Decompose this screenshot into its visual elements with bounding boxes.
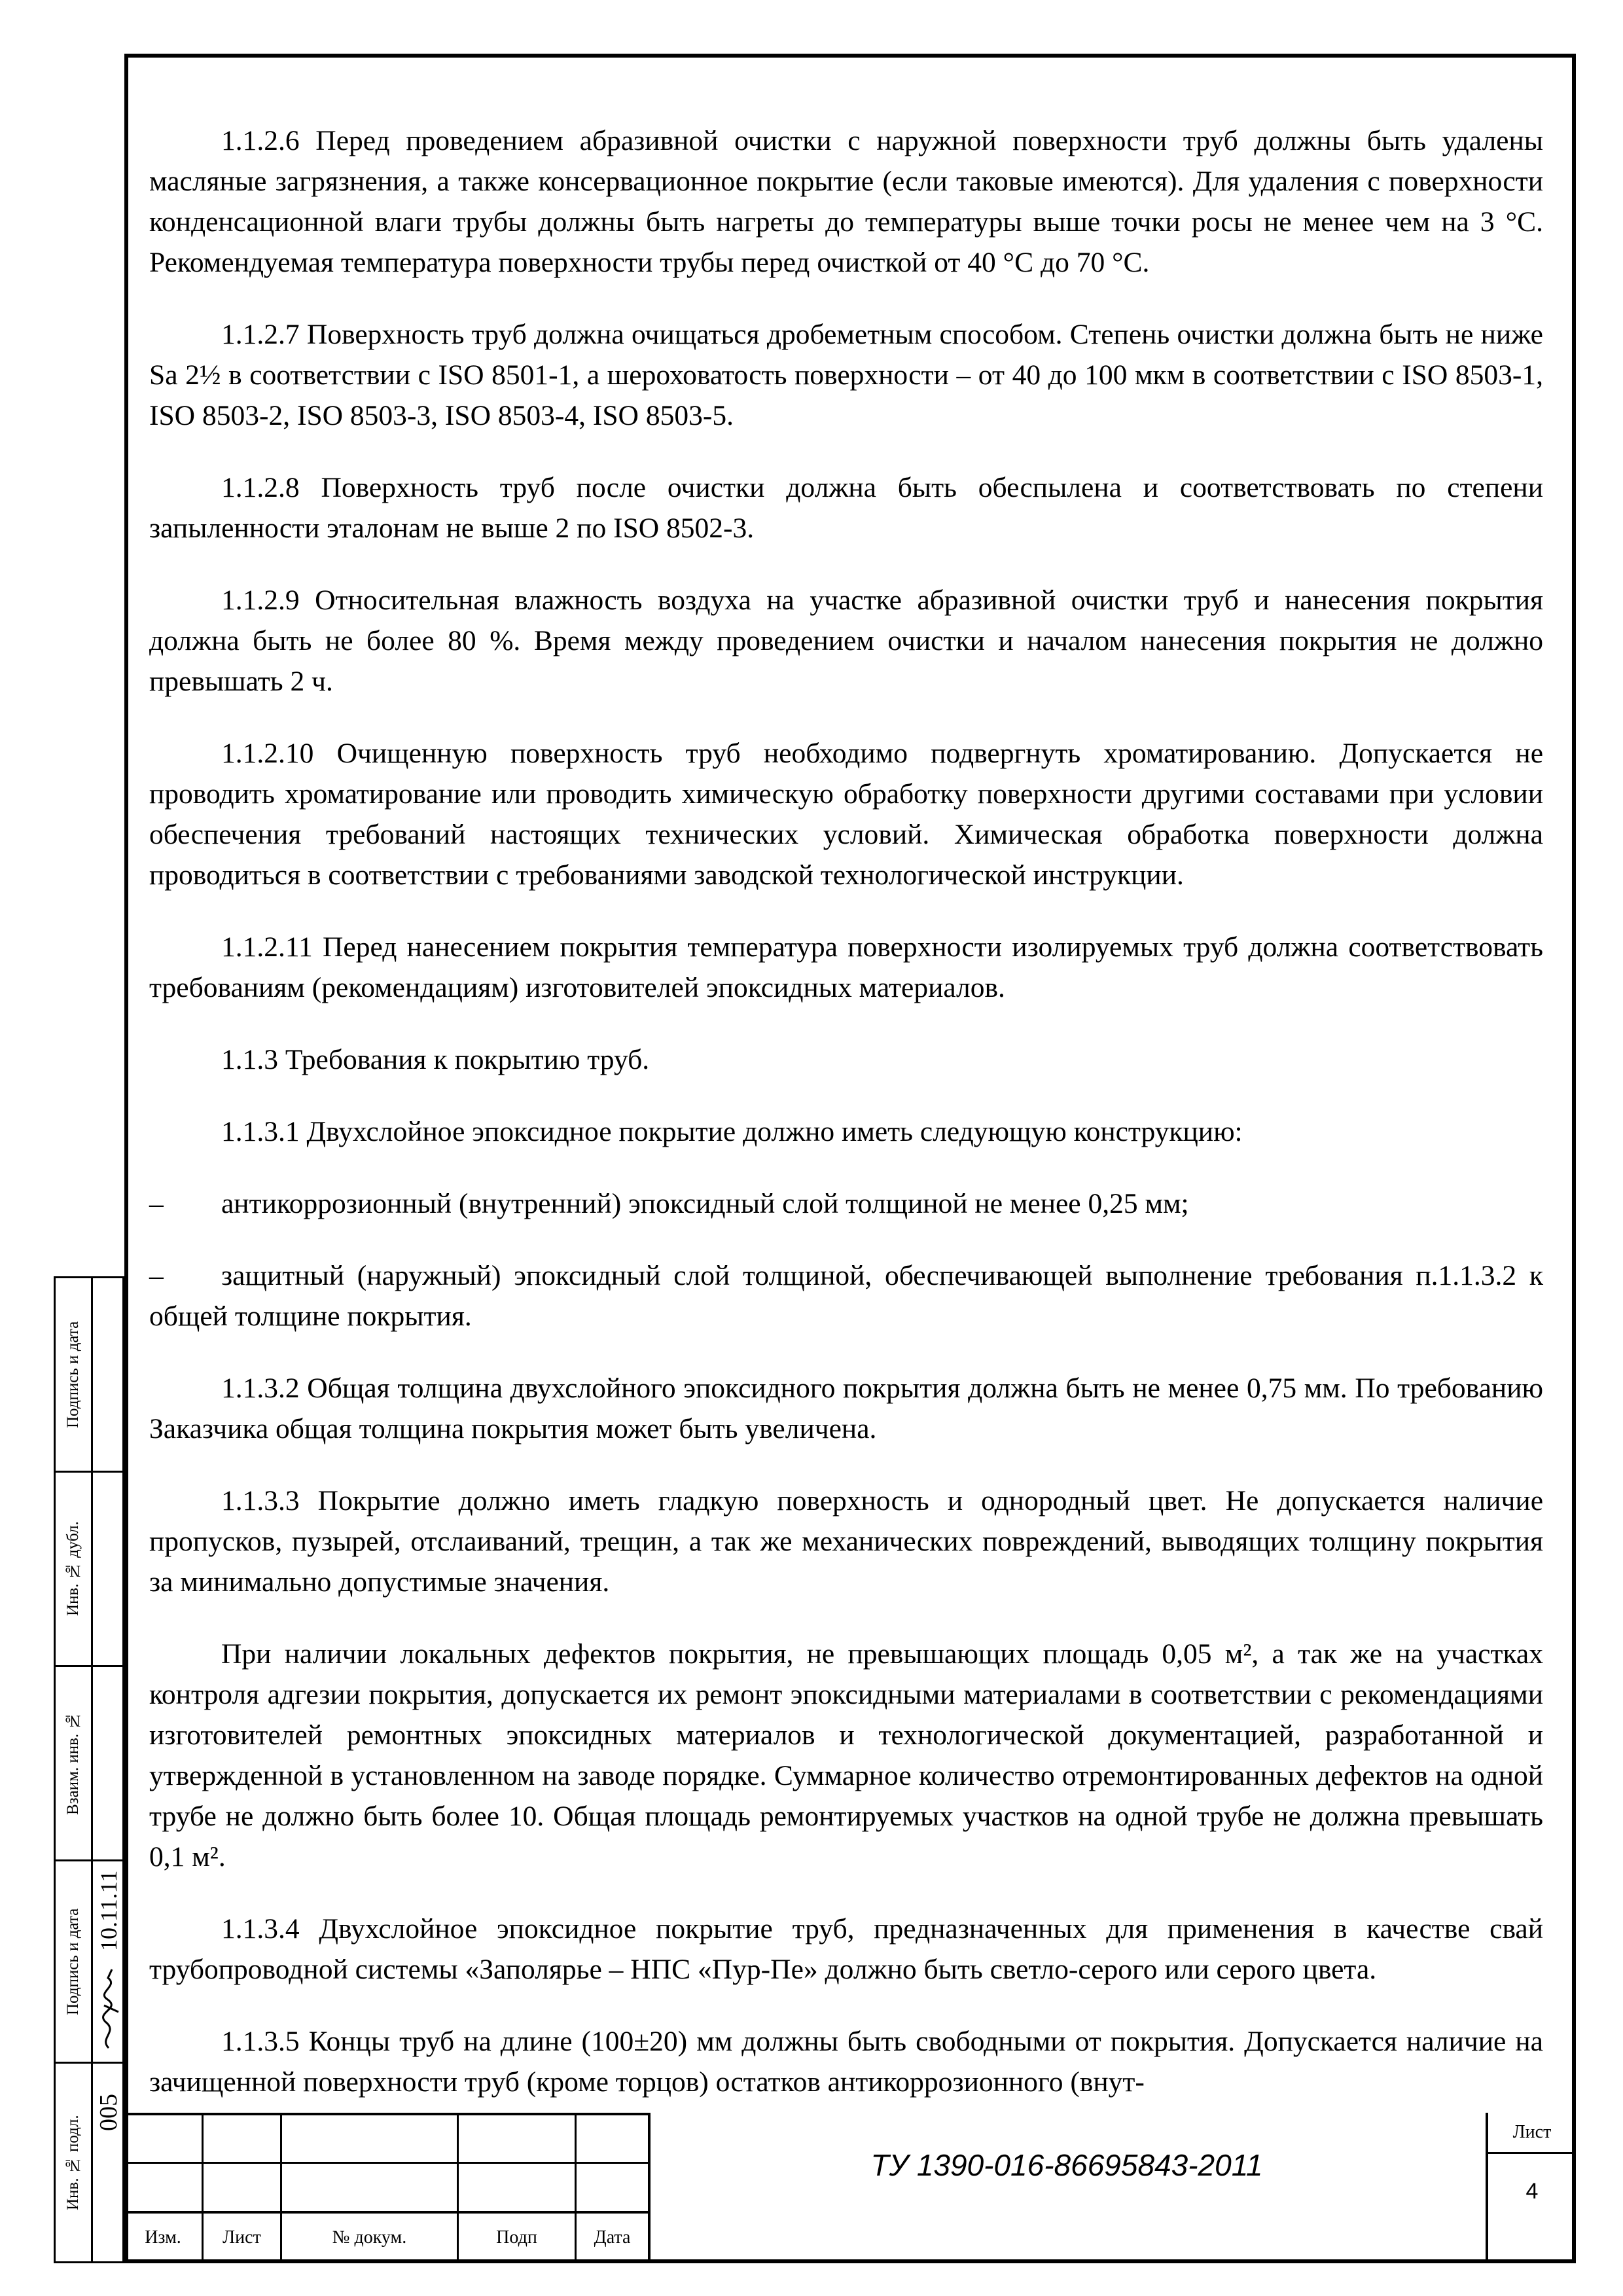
signature-mark	[92, 1966, 125, 2051]
list-dash: –	[149, 1188, 164, 1219]
tb-date-label: Дата	[594, 2227, 631, 2248]
tb-izm-label: Изм.	[145, 2227, 181, 2248]
title-block	[124, 2113, 1576, 2263]
list-item-text: антикоррозионный (внутренний) эпоксидный слой толщиной не менее 0,25 мм;	[221, 1188, 1189, 1219]
paragraph: 1.1.2.11 Перед нанесением покрытия температура поверхности изолируемых труб должна соответствовать требованиям (рекомендациям) изготовителей эпоксидных материалов.	[149, 931, 1543, 1003]
list-dash: –	[149, 1260, 164, 1291]
sheet-label: Лист	[1512, 2122, 1552, 2142]
original-inventory-value: 005	[95, 2094, 122, 2132]
paragraph: 1.1.2.9 Относительная влажность воздуха на участке абразивной очистки труб и нанесения покрытия должна быть не более 80 %. Время между проведением очистки и началом нанесения покрытия не должно превышать 2 ч.	[149, 584, 1543, 697]
list-item	[149, 1255, 1543, 1336]
paragraph: 1.1.3.2 Общая толщина двухслойного эпоксидного покрытия должна быть не менее 0,75 мм. По требованию Заказчика общая толщина покрытия может быть увеличена.	[149, 1372, 1543, 1444]
sheet-number: 4	[1525, 2178, 1539, 2204]
paragraph: 1.1.2.7 Поверхность труб должна очищаться дробеметным способом. Степень очистки должна быть не ниже Sa 2½ в соответствии с ISO 8501-1, а шероховатость поверхности – от 40 до 100 мкм в соответствии с ISO 8503-1, ISO 8503-2, ISO 8503-3, ISO 8503-4, ISO 8503-5.	[149, 319, 1543, 431]
signature-date-value: 10.11.11	[96, 1870, 122, 1951]
side-label: Инв. № дубл.	[64, 1521, 82, 1617]
list-item	[149, 1183, 1543, 1224]
paragraph: При наличии локальных дефектов покрытия, не превышающих площадь 0,05 м², а так же на участках контроля адгезии покрытия, допускается их ремонт эпоксидными материалами в соответствии с рекомендациями изготовителей ремонтных эпоксидных материалов и технологической документацией, разработанной и утвержденной в установленном на заводе порядке. Суммарное количество отремонтированных дефектов на одной трубе не должно быть более 10. Общая площадь ремонтируемых участков на одной трубе не должна превышать 0,1 м².	[149, 1638, 1543, 1873]
side-label: Подпись и дата	[64, 1908, 82, 2015]
paragraph: 1.1.3.3 Покрытие должно иметь гладкую поверхность и однородный цвет. Не допускается наличие пропусков, пузырей, отслаиваний, трещин, а так же механических повреждений, выводящих толщину покрытия за минимально допустимые значения.	[149, 1485, 1543, 1598]
paragraph: 1.1.2.8 Поверхность труб после очистки должна быть обеспылена и соответствовать по степени запыленности эталонам не выше 2 по ISO 8502-3.	[149, 472, 1543, 544]
side-stamp	[54, 1276, 124, 2263]
paragraph: 1.1.2.6 Перед проведением абразивной очистки с наружной поверхности труб должны быть удалены масляные загрязнения, а также консервационное покрытие (если таковые имеются). Для удаления с поверхности конденсационной влаги трубы должны быть нагреты до температуры выше точки росы не менее чем на 3 °С. Рекомендуемая температура поверхности трубы перед очисткой от 40 °С до 70 °С.	[149, 125, 1543, 278]
tb-signature-label: Подп	[496, 2227, 537, 2248]
side-cell-signature-date-2	[54, 1859, 124, 2064]
tb-doc-number-label: № докум.	[332, 2227, 407, 2248]
side-cell-mutual-inventory	[54, 1665, 124, 1861]
side-label: Инв. № подл.	[64, 2115, 82, 2210]
paragraph: 1.1.2.10 Очищенную поверхность труб необходимо подвергнуть хроматированию. Допускается не проводить хроматирование или проводить химическую обработку поверхности другими составами при условии обеспечения требований настоящих технических условий. Химическая обработка поверхности должна проводиться в соответствии с требованиями заводской технологической инструкции.	[149, 738, 1543, 891]
side-cell-signature-date-1	[54, 1276, 124, 1473]
document-code: ТУ 1390-016-86695843-2011	[870, 2148, 1263, 2182]
section-heading: 1.1.3 Требования к покрытию труб.	[221, 1044, 650, 1075]
side-cell-dup-inventory	[54, 1471, 124, 1667]
list-item-text: защитный (наружный) эпоксидный слой толщиной, обеспечивающей выполнение требования п.1.1.3.2 к общей толщине покрытия.	[149, 1260, 1543, 1332]
document-body	[149, 120, 1543, 2102]
paragraph: 1.1.3.4 Двухслойное эпоксидное покрытие труб, предназначенных для применения в качестве свай трубопроводной системы «Заполярье – НПС «Пур-Пе» должно быть светло-серого или серого цвета.	[149, 1913, 1543, 1985]
side-label: Подпись и дата	[64, 1321, 82, 1428]
side-cell-original-inventory	[54, 2062, 124, 2263]
side-label: Взаим. инв. №	[64, 1712, 82, 1815]
tb-list-label: Лист	[223, 2227, 261, 2248]
paragraph: 1.1.3.5 Концы труб на длине (100±20) мм должны быть свободными от покрытия. Допускается наличие на зачищенной поверхности труб (кроме торцов) остатков антикоррозионного (внут-	[149, 2026, 1543, 2098]
paragraph: 1.1.3.1 Двухслойное эпоксидное покрытие должно иметь следующую конструкцию:	[221, 1116, 1243, 1147]
